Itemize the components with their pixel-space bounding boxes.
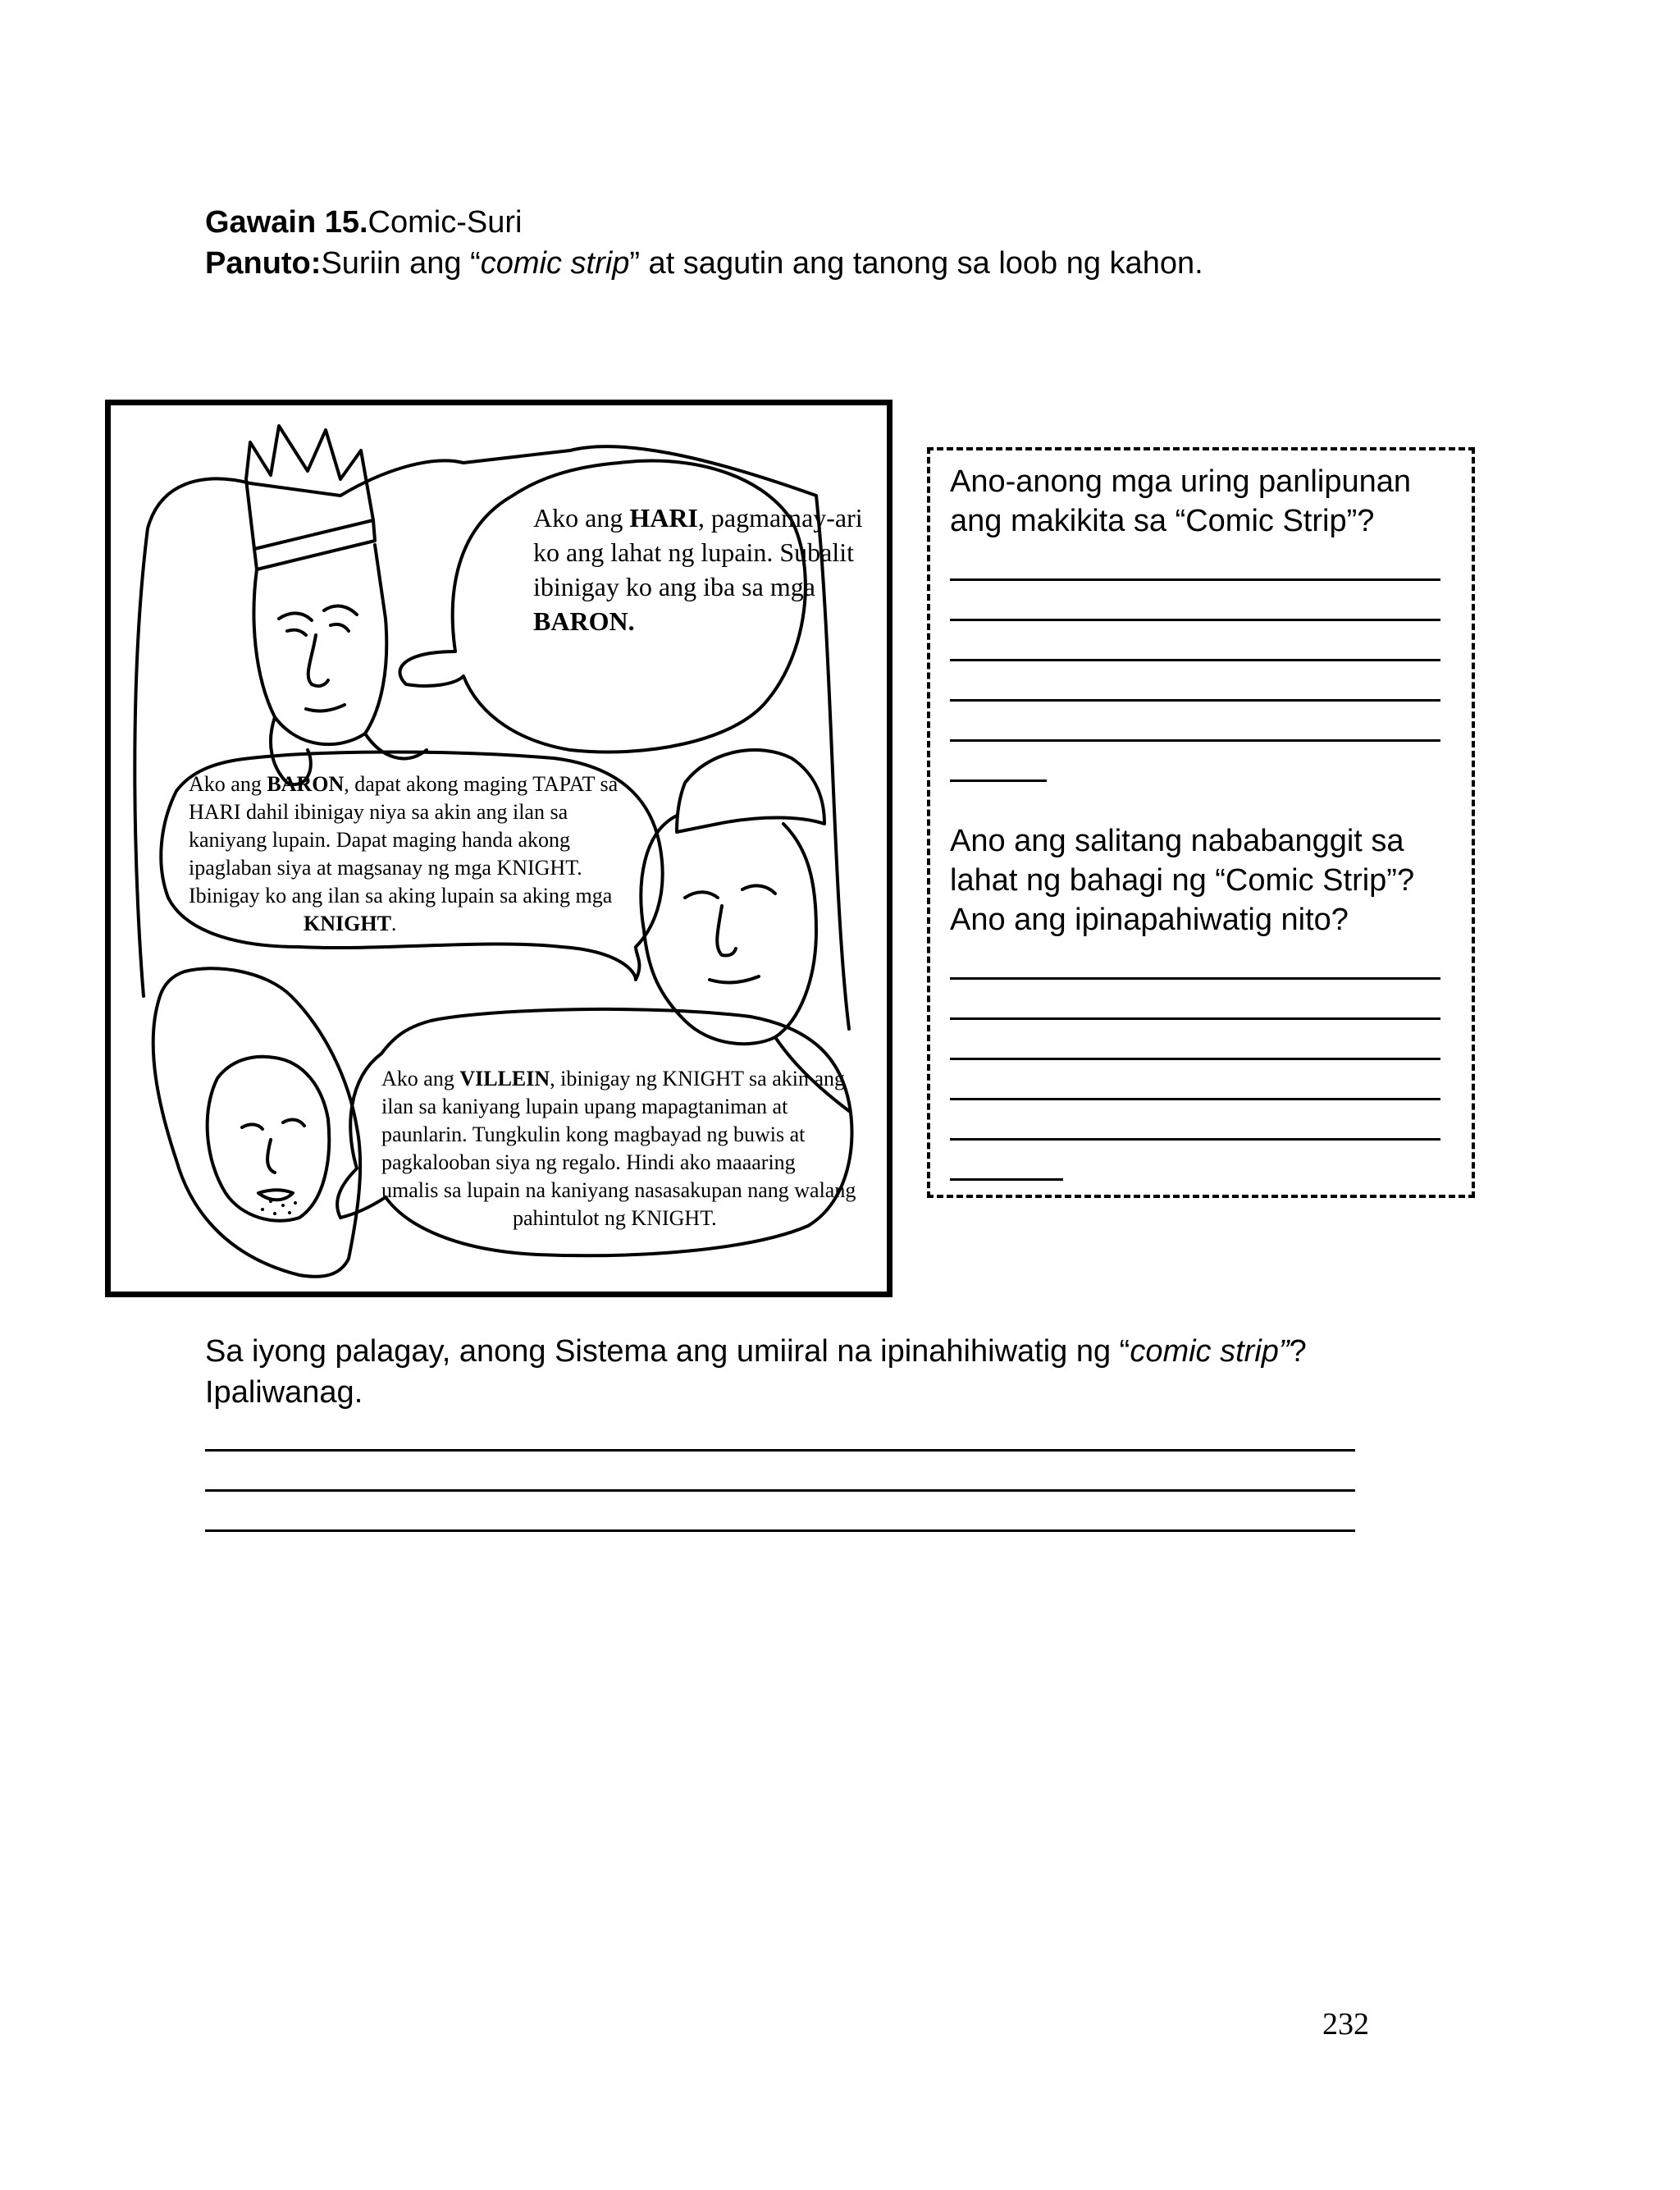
answer-line[interactable] xyxy=(950,742,1047,782)
villein-text-last: pahintulot ng KNIGHT. xyxy=(513,1206,717,1230)
hari-speech-text xyxy=(533,501,878,638)
instruction-italic: comic strip xyxy=(480,246,630,281)
activity-title: Comic-Suri xyxy=(368,205,523,240)
answer-line[interactable] xyxy=(950,940,1440,980)
answer-line[interactable] xyxy=(950,702,1440,742)
baron-bold-baron: BARON xyxy=(267,772,345,796)
answer-line[interactable] xyxy=(950,1060,1440,1100)
question-3-text: Sa iyong palagay, anong Sistema ang umiiral na ipinahihiwatig ng “ xyxy=(205,1334,1130,1369)
villein-text-pre: Ako ang xyxy=(381,1067,460,1090)
answer-line[interactable] xyxy=(950,1020,1440,1060)
villein-text-mid: , ibinigay ng KNIGHT sa akin ang ilan sa kaniyang lupain upang mapagtaniman at paunlarin. Tungkulin kong magbayad ng buwis at pagkalooban siya ng regalo. Hindi ako maaaring umalis sa lupain na kaniyang nasasakupan nang walang xyxy=(381,1067,856,1202)
question-2: Ano ang salitang nababanggit sa lahat ng bahagi ng “Comic Strip”? Ano ang ipinapahiwatig nito? xyxy=(950,824,1415,937)
instruction-text: Suriin ang “ xyxy=(321,246,481,281)
answer-line[interactable] xyxy=(950,661,1440,702)
page-number: 232 xyxy=(1322,2007,1369,2041)
instruction-text-end: ” at sagutin ang tanong sa loob ng kahon. xyxy=(629,246,1203,281)
activity-title-line xyxy=(205,202,1203,243)
question-3-text-end: ? Ipaliwanag. xyxy=(205,1334,1307,1410)
baron-speech-text xyxy=(189,770,632,938)
hari-text-pre: Ako ang xyxy=(533,503,630,533)
activity-heading xyxy=(205,202,1203,284)
hari-text-mid: , pagmamay-ari ko ang lahat ng lupain. Subalit ibinigay ko ang iba sa mga xyxy=(533,503,863,601)
hari-bold-baron: BARON. xyxy=(533,606,635,636)
answer-line[interactable] xyxy=(950,980,1440,1020)
answer-line[interactable] xyxy=(950,581,1440,621)
instruction-label: Panuto: xyxy=(205,246,322,281)
baron-bold-knight: KNIGHT xyxy=(304,912,391,935)
answer-line[interactable] xyxy=(950,1100,1440,1141)
question-3 xyxy=(205,1331,1370,1413)
hari-bold-hari: HARI xyxy=(629,503,698,533)
baron-text-mid: , dapat akong maging TAPAT sa HARI dahil ibinigay niya sa akin ang ilan sa kaniyang lupain. Dapat maging handa akong ipaglaban siya at magsanay ng mga KNIGHT. Ibinigay ko ang ilan sa aking lupain sa aking mga xyxy=(189,772,619,908)
questions-box xyxy=(927,447,1475,1198)
question-3-answer-lines xyxy=(205,1411,1355,1532)
answer-line[interactable] xyxy=(950,541,1440,581)
answer-line[interactable] xyxy=(205,1492,1355,1532)
villein-face xyxy=(208,1057,330,1221)
baron-text-last xyxy=(189,910,632,938)
answer-line[interactable] xyxy=(205,1411,1355,1452)
activity-label: Gawain 15. xyxy=(205,205,368,240)
king-face xyxy=(253,545,386,744)
instruction-line xyxy=(205,243,1203,284)
answer-line[interactable] xyxy=(205,1452,1355,1492)
question-1: Ano-anong mga uring panlipunan ang makikita sa “Comic Strip”? xyxy=(950,464,1411,538)
comic-strip xyxy=(105,400,892,1297)
villein-bold-villein: VILLEIN xyxy=(459,1067,550,1090)
answer-line[interactable] xyxy=(950,1141,1063,1181)
villein-speech-text xyxy=(381,1065,857,1232)
question-3-italic: comic strip” xyxy=(1130,1334,1290,1369)
baron-text-end: . xyxy=(390,912,397,935)
answer-line[interactable] xyxy=(950,621,1440,661)
baron-text-pre: Ako ang xyxy=(189,772,267,796)
